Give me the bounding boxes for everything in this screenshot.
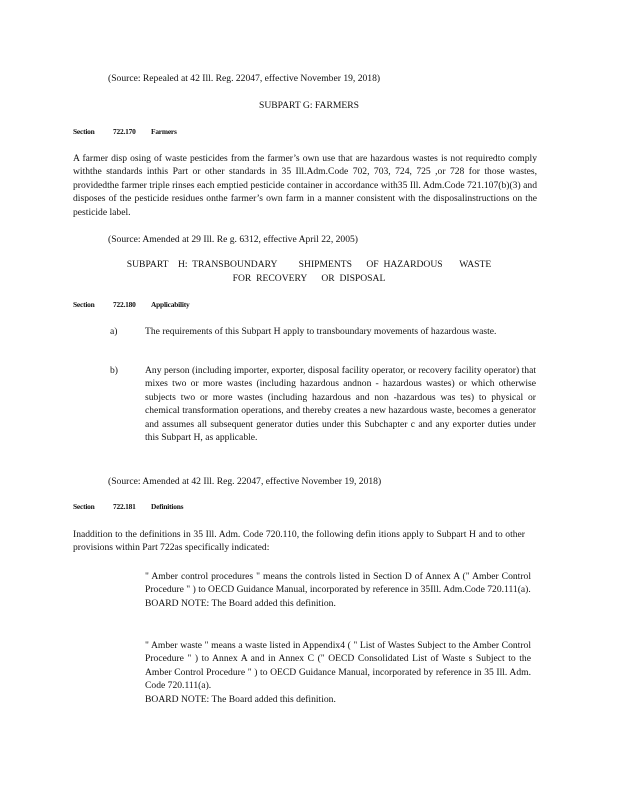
source-note-amended-2005: (Source: Amended at 29 Ill. Re g. 6312, effective April 22, 2005) bbox=[108, 234, 359, 245]
subpart-h-heading-line2: FOR RECOVERY OR DISPOSAL bbox=[232, 273, 386, 284]
definition-amber-control-procedures bbox=[145, 570, 531, 610]
list-item-b bbox=[110, 364, 536, 464]
section-722-180-heading bbox=[73, 300, 273, 310]
section-title: Farmers bbox=[151, 127, 177, 136]
section-label: Section bbox=[73, 300, 95, 309]
section-722-170-heading bbox=[73, 127, 273, 137]
section-722-181-heading bbox=[73, 502, 273, 512]
definition-amber-waste bbox=[145, 639, 531, 706]
section-number: 722.170 bbox=[113, 127, 136, 136]
section-title: Definitions bbox=[151, 502, 184, 511]
item-marker: a) bbox=[110, 326, 118, 337]
definition-text: " Amber waste " means a waste listed in Appendix4 ( " List of Wastes Subject to the Amber Control Procedure " ) to Annex A and in Annex C (" OECD Consolidated List of Waste s Subject to the Amber Control Procedure " ) to OECD Guidance Manual, incorporated by reference in 35 Ill. Adm. Code 720.111(a). bbox=[145, 640, 531, 692]
section-label: Section bbox=[73, 127, 95, 136]
board-note: BOARD NOTE: The Board added this definition. bbox=[145, 597, 336, 609]
item-text: Any person (including importer, exporter, disposal facility operator, or recovery facility operator) that mixes two or more wastes (including hazardous andnon - hazardous wastes) or which otherwise subjects two or more wastes (including hazardous and non -hazardous was tes) to physical or chemical transformation operations, and thereby creates a new hazardous waste, becomes a generator and assumes all subsequent generator duties under this Subchapter c and any exporter duties under this Subpart H, as applicable. bbox=[145, 365, 536, 444]
section-722-181-intro: Inaddition to the definitions in 35 Ill. Adm. Code 720.110, the following defin itions apply to Subpart H and to other provisions within Part 722as specifically indicated: bbox=[73, 529, 525, 554]
section-number: 722.181 bbox=[113, 502, 136, 511]
section-title: Applicability bbox=[151, 300, 190, 309]
subpart-g-heading: SUBPART G: FARMERS bbox=[258, 100, 360, 111]
source-note-amended-2018: (Source: Amended at 42 Ill. Reg. 22047, effective November 19, 2018) bbox=[108, 476, 382, 487]
source-note-repealed: (Source: Repealed at 42 Ill. Reg. 22047, effective November 19, 2018) bbox=[108, 73, 381, 84]
list-item-a bbox=[110, 325, 536, 353]
definition-text: " Amber control procedures " means the controls listed in Section D of Annex A (" Amber Control Procedure " ) to OECD Guidance Manual, incorporated by reference in 35Ill. Adm.Code 720.111(a). bbox=[145, 571, 531, 596]
item-text: The requirements of this Subpart H apply to transboundary movements of hazardous waste. bbox=[145, 326, 497, 337]
subpart-h-heading-line1: SUBPART H: TRANSBOUNDARY SHIPMENTS OF HAZARDOUS WASTE bbox=[126, 259, 492, 270]
section-722-170-body: A farmer disp osing of waste pesticides from the farmer’s own use that are hazardous wastes is not requiredto comply withthe standards inthis Part or other standards in 35 Ill.Adm.Code 702, 703, 724, 725 ,or 728 for those wastes, providedthe farmer triple rinses each emptied pesticide container in accordance with35 Ill. Adm.Code 721.107(b)(3) and disposes of the pesticide residues onthe farmer’s own farm in a manner consistent with the disposalinstructions on the pesticide label. bbox=[73, 153, 537, 218]
section-label: Section bbox=[73, 502, 95, 511]
item-marker: b) bbox=[110, 365, 118, 376]
board-note: BOARD NOTE: The Board added this definition. bbox=[145, 693, 336, 705]
section-number: 722.180 bbox=[113, 300, 136, 309]
